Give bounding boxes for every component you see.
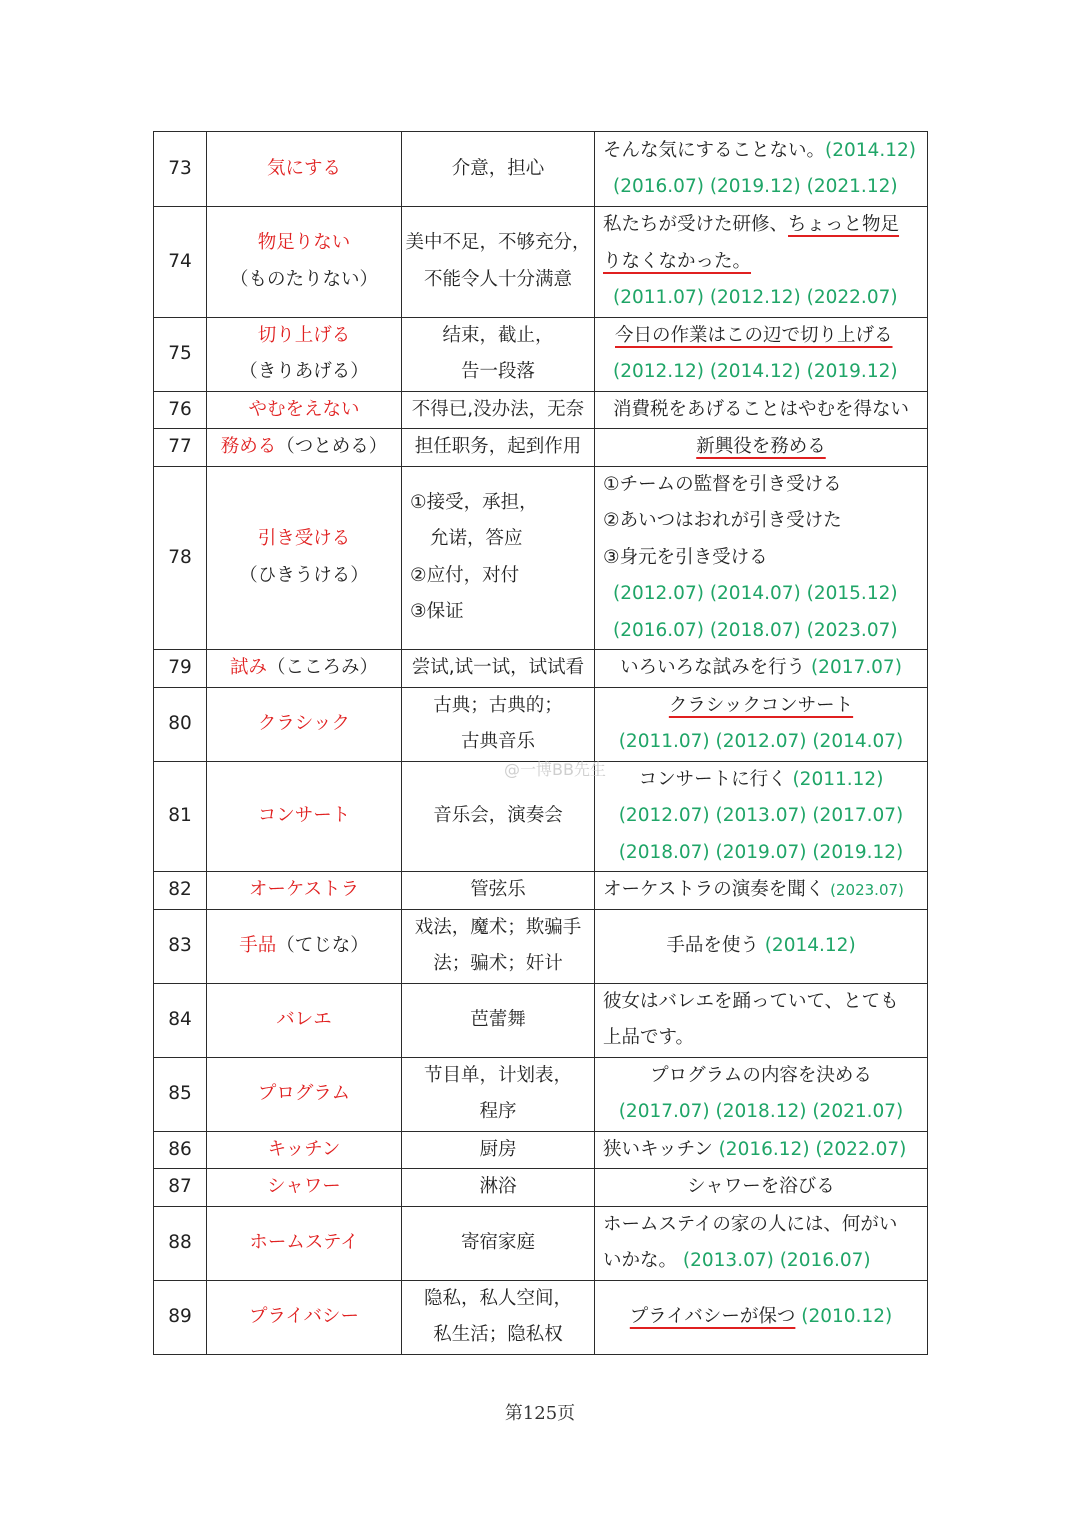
example-line — [603, 503, 919, 540]
example-text: シャワーを浴びる — [687, 1176, 835, 1197]
exam-year: (2014.12) — [825, 139, 916, 161]
example-sentence — [595, 391, 928, 429]
example-sentence — [595, 466, 928, 650]
example-line — [603, 984, 919, 1021]
vocabulary-table — [153, 131, 928, 1355]
chinese-meaning — [402, 317, 595, 391]
example-sentence — [595, 132, 928, 207]
meaning-line: 担任职务，起到作用 — [414, 436, 582, 457]
word-kana: プライバシー — [248, 1305, 360, 1327]
example-line — [603, 1020, 919, 1057]
word-reading: （てじな） — [276, 934, 369, 956]
word-kana: 務める — [220, 436, 277, 457]
chinese-meaning — [402, 132, 595, 207]
table-row — [154, 650, 928, 688]
example-text: ホームステイの家の人には、何がい — [603, 1213, 898, 1235]
example-text: ①チームの監督を引き受ける — [603, 473, 842, 495]
chinese-meaning — [402, 391, 595, 429]
exam-year: (2016.07) (2018.07) (2023.07) — [613, 619, 898, 641]
example-text: 上品です。 — [603, 1027, 695, 1048]
entry-number: 74 — [154, 207, 207, 318]
example-sentence — [595, 687, 928, 761]
exam-year: (2011.07) (2012.07) (2014.07) — [618, 731, 904, 752]
word-kana: 試み — [229, 657, 267, 678]
example-line — [603, 872, 919, 909]
meaning-line: 管弦乐 — [470, 879, 526, 900]
entry-number: 80 — [154, 687, 207, 761]
example-text: そんな気にすることない。 — [603, 139, 826, 161]
example-text: 私たちが受けた研修、 — [603, 214, 789, 235]
example-sentence — [595, 1280, 928, 1354]
word-kana: ホームステイ — [249, 1231, 359, 1253]
table-row — [154, 1057, 928, 1131]
example-line — [603, 1299, 919, 1336]
table-row — [154, 983, 928, 1057]
example-line — [603, 207, 919, 244]
entry-number: 88 — [154, 1206, 207, 1280]
meaning-line: 戏法，魔术；欺骗手 — [414, 916, 582, 938]
example-line — [603, 318, 919, 355]
example-line — [603, 688, 919, 725]
example-text: 新興役を務める — [696, 436, 826, 457]
example-sentence — [595, 429, 928, 467]
table-row — [154, 909, 928, 983]
watermark: @一博BB先生 — [504, 760, 606, 779]
example-line — [603, 244, 919, 281]
word-kana: 引き受ける — [257, 528, 351, 550]
word-reading: （ひきうける） — [239, 564, 369, 586]
word-kana: バレエ — [276, 1008, 332, 1030]
meaning-line: 节目单，计划表， — [423, 1064, 572, 1086]
example-line — [603, 798, 919, 835]
example-line — [603, 613, 919, 650]
table-row — [154, 429, 928, 467]
meaning-line: 程序 — [479, 1101, 517, 1122]
word-kana: コンサート — [257, 805, 351, 826]
table-row — [154, 317, 928, 391]
exam-year: (2012.07) (2013.07) (2017.07) — [618, 805, 904, 826]
meaning-line: 寄宿家庭 — [460, 1231, 535, 1253]
example-line — [603, 429, 919, 466]
vocab-word — [207, 1057, 402, 1131]
entry-number: 81 — [154, 761, 207, 872]
chinese-meaning — [402, 1131, 595, 1169]
chinese-meaning — [402, 872, 595, 910]
word-kana: クラシック — [257, 712, 351, 734]
word-reading: （こころみ） — [267, 657, 379, 678]
entry-number: 83 — [154, 909, 207, 983]
vocab-word — [207, 1206, 402, 1280]
example-text: プライバシーが保つ — [629, 1305, 796, 1327]
vocab-word — [207, 317, 402, 391]
example-line — [603, 1058, 919, 1095]
meaning-line: 隐私，私人空间， — [423, 1287, 572, 1309]
example-sentence — [595, 1206, 928, 1280]
example-line — [603, 762, 919, 799]
example-text: 狭いキッチン — [603, 1138, 719, 1160]
example-sentence — [595, 872, 928, 910]
meaning-line: 告一段落 — [460, 361, 535, 382]
example-line — [603, 576, 919, 613]
entry-number: 84 — [154, 983, 207, 1057]
example-text: ②あいつはおれが引き受けた — [603, 510, 842, 531]
exam-year: (2010.12) — [801, 1305, 893, 1327]
table-row — [154, 1131, 928, 1169]
example-line — [603, 650, 919, 687]
vocab-word — [207, 872, 402, 910]
table-row — [154, 872, 928, 910]
example-sentence — [595, 1057, 928, 1131]
example-text: クラシックコンサート — [668, 694, 854, 716]
example-sentence — [595, 761, 928, 872]
exam-year: (2023.07) — [830, 881, 904, 899]
example-line — [603, 724, 919, 761]
example-text: ③身元を引き受ける — [603, 546, 768, 568]
example-text: 今日の作業はこの辺で切り上げる — [615, 324, 893, 346]
table-row — [154, 1206, 928, 1280]
example-line — [603, 280, 919, 317]
exam-year: (2011.12) — [792, 768, 884, 790]
vocab-word — [207, 1169, 402, 1207]
vocab-word — [207, 983, 402, 1057]
example-sentence — [595, 983, 928, 1057]
table-row — [154, 391, 928, 429]
table-row — [154, 466, 928, 650]
example-sentence — [595, 909, 928, 983]
vocab-word — [207, 687, 402, 761]
entry-number: 82 — [154, 872, 207, 910]
vocab-word — [207, 909, 402, 983]
vocab-word — [207, 466, 402, 650]
table-row — [154, 1280, 928, 1354]
example-text: ちょっと物足 — [788, 214, 900, 235]
exam-year: (2011.07) (2012.12) (2022.07) — [613, 287, 898, 308]
example-text: 消費税をあげることはやむを得ない — [612, 398, 909, 420]
chinese-meaning — [402, 466, 595, 650]
vocab-word — [207, 391, 402, 429]
example-line — [603, 354, 919, 391]
chinese-meaning — [402, 983, 595, 1057]
word-reading: （ものたりない） — [229, 268, 378, 290]
example-text: りなくなかった。 — [603, 250, 752, 272]
exam-year: (2014.12) — [764, 934, 856, 956]
exam-year: (2017.07) — [810, 657, 902, 678]
meaning-line: 允诺，答应 — [430, 528, 523, 550]
meaning-line: ②应付，对付 — [410, 564, 520, 586]
word-kana: 手品 — [239, 934, 277, 956]
example-text: コンサートに行く — [638, 768, 793, 790]
entry-number: 78 — [154, 466, 207, 650]
example-line — [603, 928, 919, 965]
chinese-meaning — [402, 909, 595, 983]
example-line — [603, 133, 919, 170]
vocab-word — [207, 429, 402, 467]
example-line — [603, 1132, 919, 1169]
meaning-line: 古典；古典的； — [433, 694, 563, 716]
meaning-line: 法；骗术；奸计 — [433, 953, 563, 974]
example-sentence — [595, 650, 928, 688]
word-kana: 切り上げる — [257, 324, 351, 346]
word-kana: 気にする — [266, 157, 341, 179]
word-kana: プログラム — [257, 1082, 351, 1104]
entry-number: 77 — [154, 429, 207, 467]
example-text: 手品を使う — [666, 934, 765, 956]
example-text: オーケストラの演奏を聞く — [603, 879, 831, 900]
word-reading: （つとめる） — [276, 436, 388, 457]
example-line — [603, 467, 919, 504]
exam-year: (2012.07) (2014.07) (2015.12) — [613, 583, 898, 604]
meaning-line: 私生活；隐私权 — [433, 1324, 563, 1345]
entry-number: 87 — [154, 1169, 207, 1207]
chinese-meaning — [402, 1280, 595, 1354]
example-text: プログラムの内容を決める — [650, 1064, 872, 1086]
example-sentence — [595, 317, 928, 391]
chinese-meaning — [402, 207, 595, 318]
exam-year: (2016.12) (2022.07) — [718, 1138, 907, 1160]
table-row — [154, 761, 928, 872]
meaning-line: 美中不足，不够充分， — [405, 232, 591, 254]
meaning-line: 音乐会，演奏会 — [433, 805, 563, 826]
exam-year: (2018.07) (2019.07) (2019.12) — [618, 841, 904, 863]
word-kana: シャワー — [267, 1176, 341, 1197]
table-row — [154, 687, 928, 761]
example-sentence — [595, 207, 928, 318]
meaning-line: 介意，担心 — [451, 157, 545, 179]
word-kana: オーケストラ — [248, 879, 360, 900]
example-line — [603, 1207, 919, 1244]
exam-year: (2016.07) (2019.12) (2021.12) — [613, 176, 898, 197]
vocab-word — [207, 1131, 402, 1169]
example-line — [603, 392, 919, 429]
word-kana: 物足りない — [257, 232, 351, 254]
meaning-line: 厨房 — [479, 1138, 517, 1160]
example-line — [603, 1243, 919, 1280]
meaning-line: 不得已,没办法，无奈 — [411, 398, 585, 420]
table-row — [154, 1169, 928, 1207]
meaning-line: ①接受，承担， — [410, 491, 538, 513]
chinese-meaning — [402, 650, 595, 688]
example-line — [603, 1169, 919, 1206]
word-kana: キッチン — [267, 1138, 341, 1160]
vocab-word — [207, 207, 402, 318]
example-sentence — [595, 1169, 928, 1207]
example-text: 彼女はバレエを踊っていて、とても — [603, 990, 899, 1012]
chinese-meaning — [402, 1057, 595, 1131]
example-text: いろいろな試みを行う — [620, 657, 811, 678]
entry-number: 73 — [154, 132, 207, 207]
table-row — [154, 132, 928, 207]
word-reading: （きりあげる） — [239, 361, 369, 382]
exam-year: (2012.12) (2014.12) (2019.12) — [613, 361, 898, 382]
chinese-meaning — [402, 1169, 595, 1207]
vocab-word — [207, 650, 402, 688]
page-number: 第125页 — [504, 1403, 576, 1424]
example-line — [603, 540, 919, 577]
example-line — [603, 1094, 919, 1131]
meaning-line: 芭蕾舞 — [470, 1008, 526, 1030]
exam-year: (2013.07) (2016.07) — [682, 1250, 871, 1271]
table-row — [154, 207, 928, 318]
example-line — [603, 835, 919, 872]
chinese-meaning — [402, 761, 595, 872]
vocab-word — [207, 132, 402, 207]
entry-number: 89 — [154, 1280, 207, 1354]
entry-number: 76 — [154, 391, 207, 429]
entry-number: 86 — [154, 1131, 207, 1169]
chinese-meaning — [402, 687, 595, 761]
word-kana: やむをえない — [248, 398, 360, 420]
meaning-line: 结束，截止， — [442, 324, 554, 346]
chinese-meaning — [402, 1206, 595, 1280]
example-sentence — [595, 1131, 928, 1169]
vocab-word — [207, 761, 402, 872]
vocab-word — [207, 1280, 402, 1354]
meaning-line: 尝试,试一试，试试看 — [411, 657, 585, 678]
chinese-meaning — [402, 429, 595, 467]
example-text: いかな。 — [603, 1250, 683, 1271]
meaning-line: 不能令人十分满意 — [423, 268, 572, 290]
entry-number: 85 — [154, 1057, 207, 1131]
example-line — [603, 169, 919, 206]
meaning-line: 古典音乐 — [460, 731, 535, 752]
meaning-line: 淋浴 — [479, 1176, 517, 1197]
entry-number: 79 — [154, 650, 207, 688]
meaning-line: ③保证 — [410, 601, 464, 623]
exam-year: (2017.07) (2018.12) (2021.07) — [618, 1101, 904, 1122]
entry-number: 75 — [154, 317, 207, 391]
